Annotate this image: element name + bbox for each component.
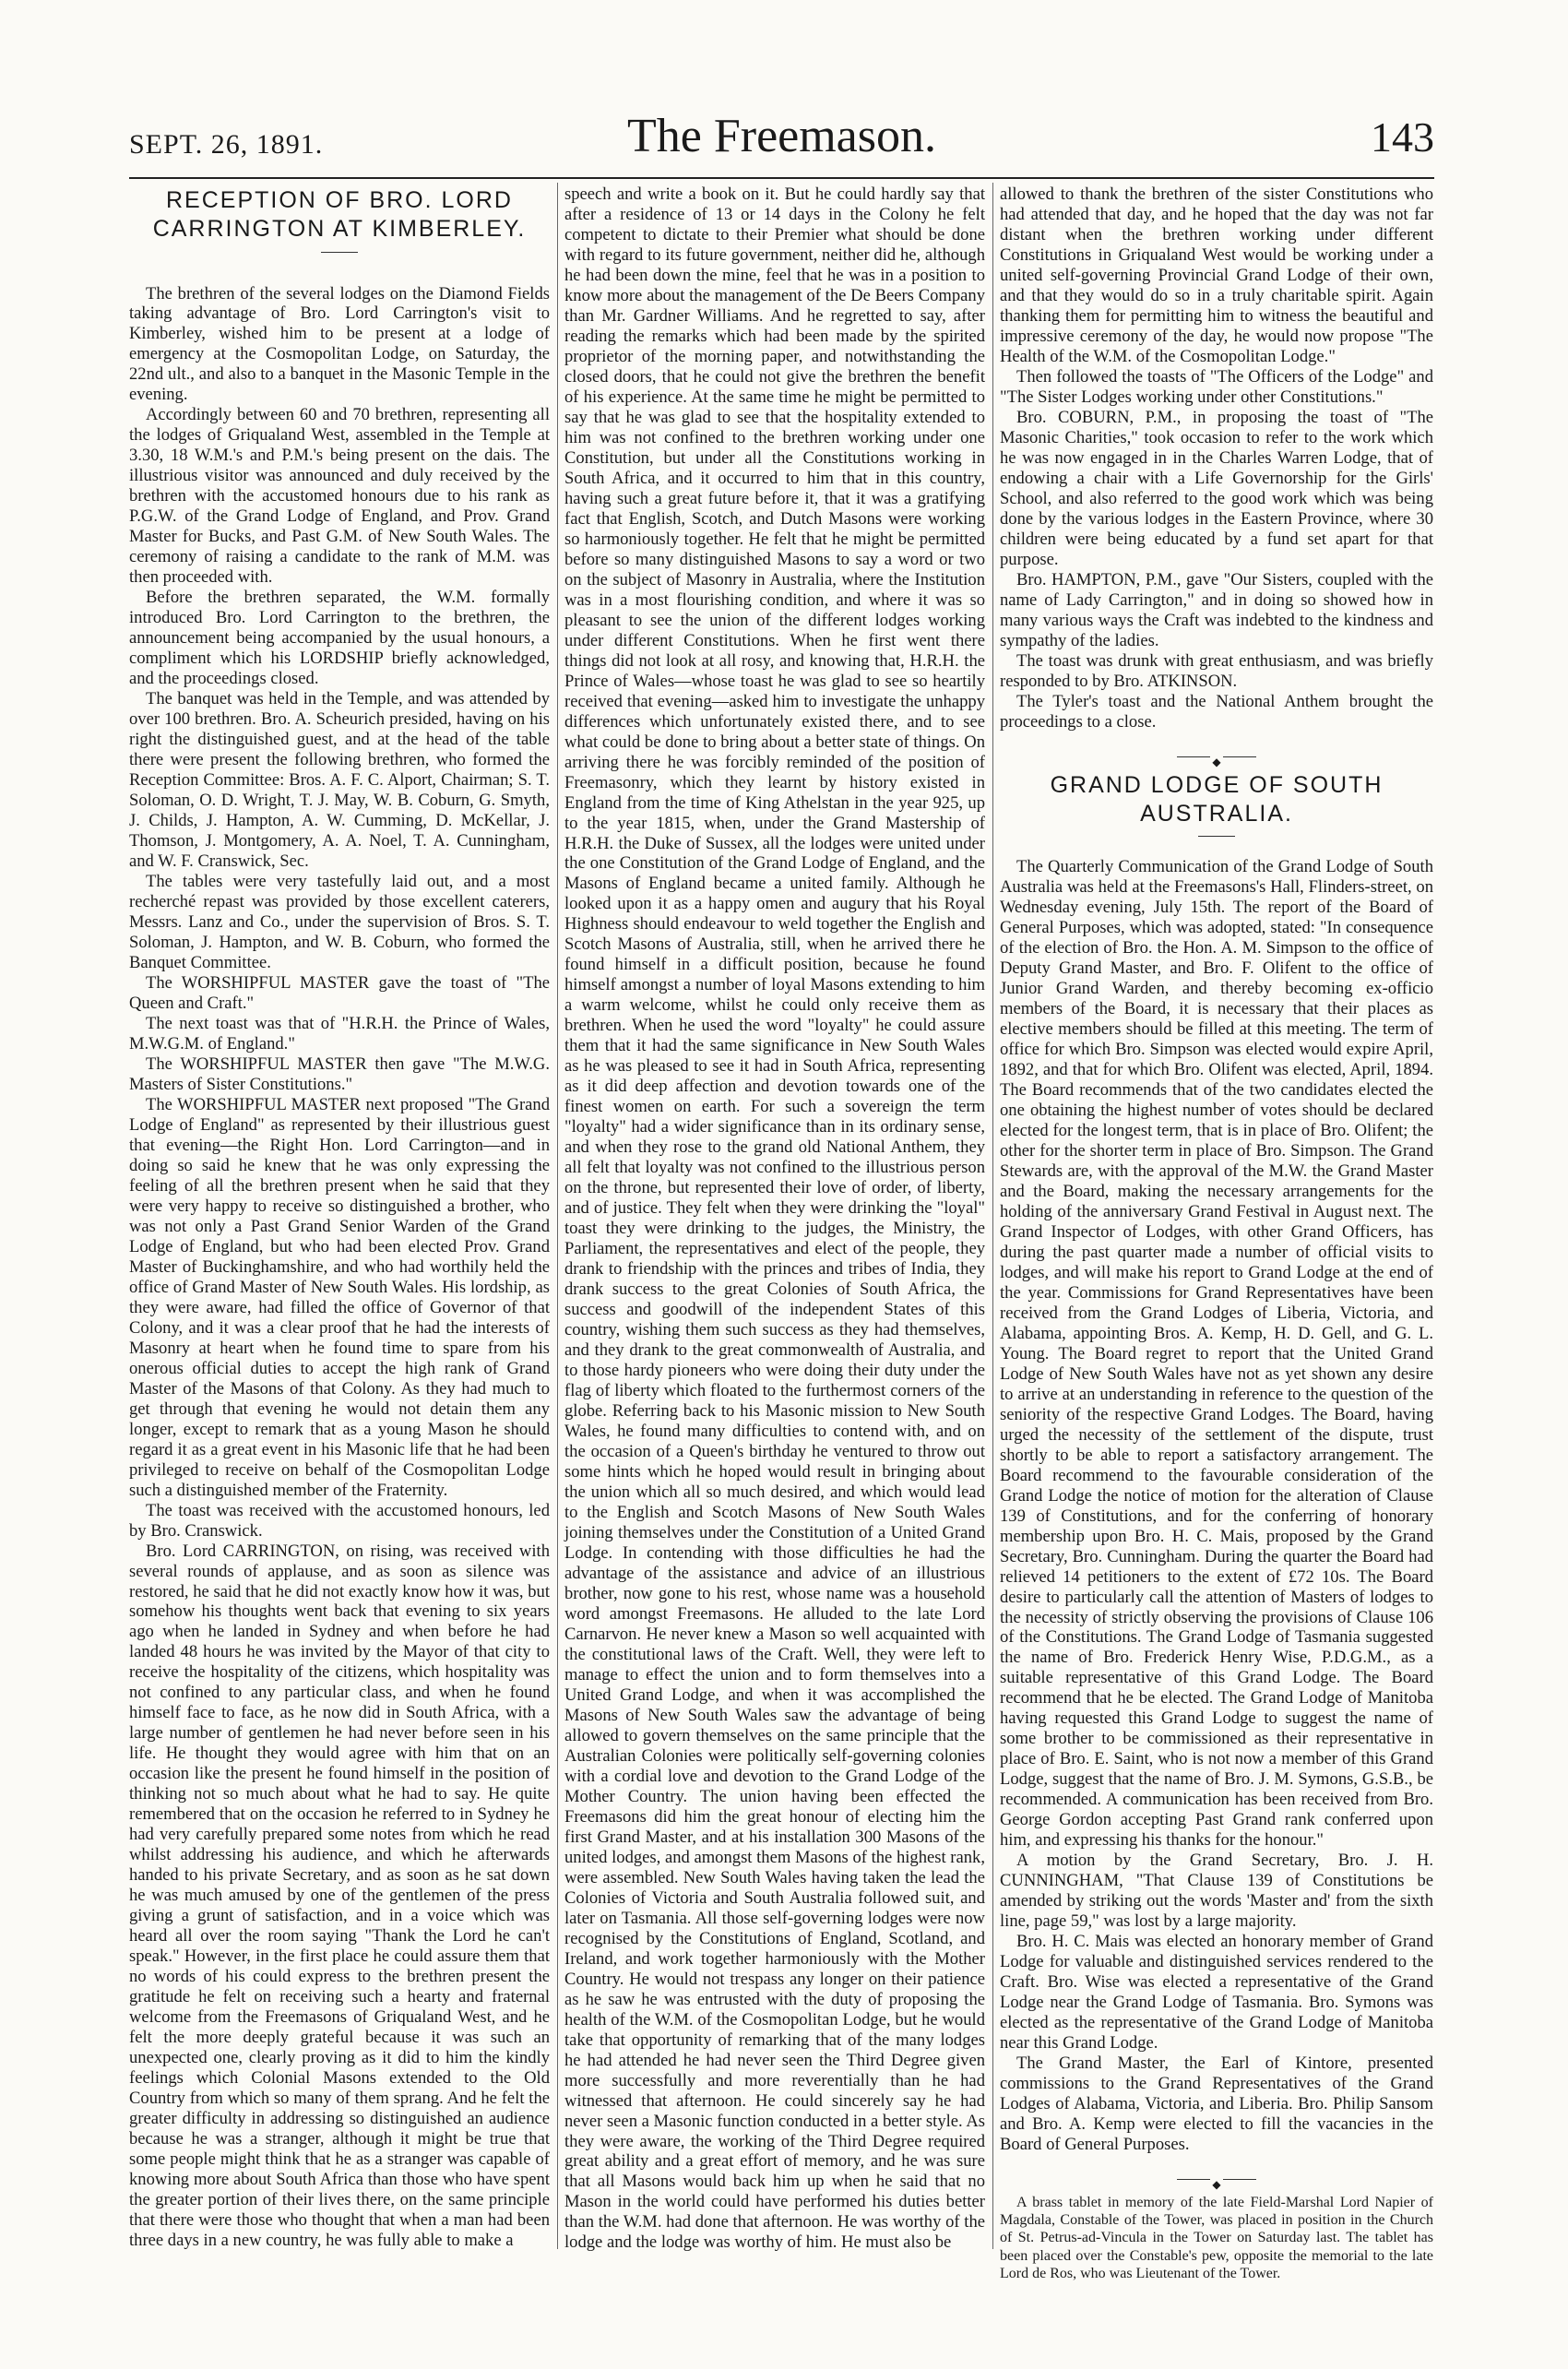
article-paragraph: Before the brethren separated, the W.M. formally introduced Bro. Lord Carrington to the brethren, the announcement being accompanied by the usual honours, a compliment which his LORDSHIP briefly acknowledged, and the proceedings closed. <box>129 588 550 689</box>
article-paragraph: The WORSHIPFUL MASTER gave the toast of "The Queen and Craft." <box>129 972 550 1013</box>
article-paragraph: Bro. H. C. Mais was elected an honorary member of Grand Lodge for valuable and distinguished services rendered to the Craft. Bro. Wise was elected a representative of the Grand Lodge near the Grand Lodge of Tasmania. Bro. Symons was elected as the representative of the Grand Lodge of Manitoba near this Grand Lodge. <box>1000 1932 1433 2054</box>
article-paragraph: The Tyler's toast and the National Anthem brought the proceedings to a close. <box>1000 691 1433 732</box>
column-divider <box>992 183 993 2249</box>
article-paragraph: Accordingly between 60 and 70 brethren, representing all the lodges of Griqualand West, assembled in the Temple at 3.30, 18 W.M.'s and P.M.'s being present on the dais. The illustrious visitor was announced and duly received by the brethren with the accustomed honours due to his rank as P.G.W. of the Grand Lodge of England, and Prov. Grand Master for Bucks, and Past G.M. of New South Wales. The ceremony of raising a candidate to the rank of M.M. was then proceeded with. <box>129 405 550 588</box>
article-paragraph-long: Bro. Lord CARRINGTON, on rising, was received with several rounds of applause, and as soon as silence was restored, he said that he did not exactly know how it was, but somehow his thoughts went back that evening to six years ago when he landed in Sydney and when before he had landed 48 hours he was invited by the Mayor of that city to receive the hospitality of the citizens, which hospitality was not confined to any particular class, and when he found himself face to face, as he now did in South Africa, with a large number of gentlemen he had never before seen in his life. He thought they would agree with him that on an occasion like the present he found himself in the position of thinking not so much about what he had to say. He quite remembered that on the occasion he referred to in Sydney he had very carefully prepared some notes from which he read whilst addressing his audience, and which he afterwards handed to his private Secretary, and as soon as he sat down he was much amused by one of the gentlemen of the press giving a grunt of satisfaction, and in a voice which was heard all over the room saying "Thank the Lord he can't speak." However, in the first place he could assure them that no words of his could express to the brethren present the gratitude he felt on receiving such a hearty and fraternal welcome from the Freemasons of Griqualand West, and he felt the more deeply grateful because it was such an unexpected one, clearly proving as it did to him the kindly feelings which Colonial Masons extended to the Old Country from which so many of them sprang. And he felt the greater difficulty in addressing so distinguished an audience because he was a stranger, although it might be true that some people might think that he as a stranger was capable of knowing more about South Africa than those who have spent the greater portion of their lives there, on the same principle that there were those who thought that when a man had been three days in a new country, he was fully able to make a <box>129 1541 550 2250</box>
issue-date: SEPT. 26, 1891. <box>129 129 324 160</box>
article-paragraph: The Grand Master, the Earl of Kintore, presented commissions to the Grand Representatives of the Grand Lodges of Alabama, Victoria, and Liberia. Bro. Philip Sansom and Bro. A. Kemp were elected to fill the vacancies in the Board of General Purposes. <box>1000 2054 1433 2155</box>
article-paragraph-continued: speech and write a book on it. But he could hardly say that after a residence of 13 or 14 days in the Colony he felt competent to dictate to their Premier what should be done with regard to its future government, neither did he, although he had been down the mine, feel that he was in a position to know more about the management of the De Beers Company than Mr. Gardner Williams. And he regretted to say, after reading the remarks which had been made by the spirited proprietor of the morning paper, and notwithstanding the closed doors, that he could not give the brethren the benefit of his experience. At the same time he might be permitted to say that he was glad to see that the hospitality extended to him was not confined to the brethren working under one Constitution, but under all the Constitutions working in South Africa, and it occurred to him that in this country, having such a great future before it, that it was a gratifying fact that English, Scotch, and Dutch Masons were working so harmoniously together. He felt that he might be permitted before so many distinguished Masons to say a word or two on the subject of Masonry in Australia, where the Institution was in a most flourishing condition, and where it was so pleasant to see the union of the different lodges working under different Constitutions. When he first went there things did not look at all rosy, and knowing that, H.R.H. the Prince of Wales—whose toast he was glad to see so heartily received that evening—asked him to investigate the unhappy differences which unfortunately existed there, and to see what could be done to bring about a better state of things. On arriving there he was forcibly reminded of the position of Freemasonry, which they learnt by history existed in England from the time of King Athelstan in the year 925, up to the year 1815, when, under the Grand Mastership of H.R.H. the Duke of Sussex, all the lodges were united under the one Constitution of the Grand Lodge of England, and the Masons of England became a united family. Although he looked upon it as a happy omen and augury that his Royal Highness should endeavour to weld together the English and Scotch Masons of Australia, still, when he arrived there he found himself in a difficult position, because he found himself amongst a number of loyal Masons extending to him a warm welcome, whilst he could only receive them as brethren. When he used the word "loyalty" he could assure them that it had the same significance in New South Wales as he was pleased to see it had in South Africa, representing as it did deep affection and devotion towards one of the finest women on earth. For such a sovereign the term "loyalty" had a wider significance than in its ordinary sense, and when they rose to the grand old National Anthem, they all felt that loyalty was not confined to the illustrious person on the throne, but represented their love of order, of liberty, and of justice. They felt when they were drinking the "loyal" toast they were drinking to the judges, the Ministry, the Parliament, the representatives and elect of the people, they drank to friendship with the princes and tribes of India, they drank success to the great Colonies of South Africa, the success and goodwill of the independent States of this country, wishing them such success as they had themselves, and they drank to the great commonwealth of Australia, and to those hardy pioneers who were doing their duty under the flag of liberty which floated to the furthermost corners of the globe. Referring back to his Masonic mission to New South Wales, he found many difficulties to contend with, and on the occasion of a Queen's birthday he ventured to throw out some hints which he hoped would result in bringing about the union which all so much desired, and which would lead to the English and Scotch Masons of New South Wales joining themselves under the Constitution of a United Grand Lodge. In contending with those difficulties he had the advantage of the assistance and advice of an illustrious brother, now gone to his rest, whose name was a household word amongst Freemasons. He alluded to the late Lord Carnarvon. He never knew a Mason so well acquainted with the constitutional laws of the Craft. Well, they were left to manage to effect the union and to form themselves into a United Grand Lodge, and when it was accomplished the Masons of New South Wales saw the advantage of being allowed to govern themselves on the same principle that the Australian Colonies were politically self-governing colonies with a cordial love and devotion to the Grand Lodge of the Mother Country. The union having been effected the Freemasons did him the great honour of electing him the first Grand Master, and at his installation 300 Masons of the united lodges, and amongst them Masons of the highest rank, were assembled. New South Wales having taken the lead the Colonies of Victoria and South Australia followed suit, and later on Tasmania. All those self-governing lodges were now recognised by the Constitutions of England, Scotland, and Ireland, and work together harmoniously with the Mother Country. He would not trespass any longer on their patience as he saw he was entrusted with the duty of proposing the health of the W.M. of the Cosmopolitan Lodge, but he would take that opportunity of remarking that of the many lodges he had attended he had never seen the Third Degree given more successfully and more reverentially than he had witnessed that afternoon. He could sincerely say he had never seen a Masonic function conducted in a better style. As they were aware, the working of the Third Degree required great ability and a great effort of memory, and he was sure that all Masons would back him up when he said that no Mason in the world could have performed his duties better than the W.M. had done that afternoon. He was worthy of the lodge and the lodge was worthy of him. He must also be <box>564 185 985 2253</box>
article-paragraph: The banquet was held in the Temple, and was attended by over 100 brethren. Bro. A. Scheurich presided, having on his right the distinguished guest, and at the head of the table there were present the following brethren, who formed the Reception Committee: Bros. A. F. C. Alport, Chairman; S. T. Soloman, O. D. Wright, T. J. May, W. B. Coburn, G. Smyth, J. Childs, J. Hampton, A. W. Cumming, D. McKellar, J. Thomson, J. Montgomery, A. A. Noel, T. A. Cunningham, and W. F. Cranswick, Sec. <box>129 689 550 872</box>
article-paragraph: The toast was received with the accustomed honours, led by Bro. Cranswick. <box>129 1500 550 1541</box>
masthead-rule <box>129 177 1434 179</box>
article-paragraph: Bro. COBURN, P.M., in proposing the toast of "The Masonic Charities," took occasion to refer to the work which he was now engaged in in the Charles Warren Lodge, that of endowing a chair with a Life Governorship for the Girls' School, and also referred to the good work which was being done by the various lodges in the Eastern Province, where 30 children were being educated by a fund set apart for that purpose. <box>1000 407 1433 569</box>
article-paragraph: The tables were very tastefully laid out, and a most recherché repast was provided by those excellent caterers, Messrs. Lanz and Co., under the supervision of Bros. S. T. Soloman, J. Hampton, and W. B. Coburn, who formed the Banquet Committee. <box>129 872 550 972</box>
news-note: A brass tablet in memory of the late Field-Marshal Lord Napier of Magdala, Constable of the Tower, was placed in position in the Church of St. Petrus-ad-Vincula in the Tower on Saturday last. The tablet has been placed over the Constable's pew, opposite the memorial to the late Lord de Ros, who was Lieutenant of the Tower. <box>1000 2195 1433 2281</box>
article-paragraph: The brethren of the several lodges on the Diamond Fields taking advantage of Bro. Lord Carrington's visit to Kimberley, wished him to be present at a lodge of emergency at the Cosmopolitan Lodge, on Saturday, the 22nd ult., and also to a banquet in the Masonic Temple in the evening. <box>129 283 550 405</box>
article-title-south-australia: GRAND LODGE OF SOUTH AUSTRALIA. <box>1050 771 1384 827</box>
column-divider <box>557 183 558 2249</box>
article-paragraph-continued: allowed to thank the brethren of the sister Constitutions who had attended that day, and he hoped that the day was not far distant when the brethren working under different Constitutions in Griqualand West would be working under a united self-governing Provincial Grand Lodge of their own, and that they would do so in a truly charitable spirit. Again thanking them for permitting him to witness the beautiful and impressive ceremony of the day, he would now propose "The Health of the W.M. of the Cosmopolitan Lodge." <box>1000 185 1433 366</box>
article-paragraph: The toast was drunk with great enthusiasm, and was briefly responded to by Bro. ATKINSON. <box>1000 650 1433 691</box>
column-1 <box>129 185 550 2256</box>
article-paragraph: A motion by the Grand Secretary, Bro. J. H. CUNNINGHAM, "That Clause 139 of Constitutions be amended by striking out the words 'Master and' from the sixth line, page 59," was lost by a large majority. <box>1000 1851 1433 1932</box>
column-2 <box>564 185 985 2256</box>
title-rule <box>321 252 358 253</box>
article-paragraph: The WORSHIPFUL MASTER then gave "The M.W.G. Masters of Sister Constitutions." <box>129 1054 550 1094</box>
column-3-flow-a <box>1000 185 1433 732</box>
masthead <box>129 109 1434 173</box>
article-paragraph: The next toast was that of "H.R.H. the Prince of Wales, M.W.G.M. of England." <box>129 1013 550 1054</box>
article-title-carrington: RECEPTION OF BRO. LORD CARRINGTON AT KIMBERLEY. <box>152 187 527 243</box>
diamond-ornament-icon: ◆ <box>1000 751 1433 762</box>
article-paragraph: Then followed the toasts of "The Officers of the Lodge" and "The Sister Lodges working under other Constitutions." <box>1000 366 1433 407</box>
column-3 <box>1000 185 1433 2281</box>
article-paragraph: The WORSHIPFUL MASTER next proposed "The Grand Lodge of England" as represented by their illustrious guest that evening—the Right Hon. Lord Carrington—and in doing so said he knew that he was only expressing the feeling of all the brethren present when he said that they were very happy to receive so distinguished a brother, who was not only a Past Grand Senior Warden of the Grand Lodge of England, but who had been elected Prov. Grand Master of Buckinghamshire, and who had worthily held the office of Grand Master of New South Wales. His lordship, as they were aware, had filled the office of Governor of that Colony, and it was a clear proof that he had the interests of Masonry at heart when he found time to spare from his onerous official duties to accept the high rank of Grand Master of the Masons of that Colony. As they had much to get through that evening he would not detain them any longer, except to remark that as a young Mason he should regard it as a great event in his Masonic life that he had been privileged to receive on behalf of the Cosmopolitan Lodge such a distinguished member of the Fraternity. <box>129 1094 550 1500</box>
page-number: 143 <box>1371 113 1434 161</box>
diamond-ornament-icon: ◆ <box>1000 2173 1433 2184</box>
title-rule <box>1198 836 1235 837</box>
newspaper-title: The Freemason. <box>626 110 936 162</box>
article-paragraph: The Quarterly Communication of the Grand Lodge of South Australia was held at the Freemasons's Hall, Flinders-street, on Wednesday evening, July 15th. The report of the Board of General Purposes, which was adopted, stated: "In consequence of the election of Bro. the Hon. A. M. Simpson to the office of Deputy Grand Master, and Bro. F. Olifent to the office of Junior Grand Warden, and thereby becoming ex-officio members of the Board, it is necessary that their places as elective members should be filled at this meeting. The term of office for which Bro. Simpson was elected would expire April, 1892, and that for which Bro. Olifent was elected, April, 1894. The Board recommends that of the two candidates elected the one obtaining the highest number of votes should be declared elected for the longest term, that is in place of Bro. Olifent; the other for the shorter term in place of Bro. Simpson. The Grand Stewards are, with the approval of the M.W. the Grand Master and the Board, making the necessary arrangements for the holding of the anniversary Grand Festival in August next. The Grand Inspector of Lodges, with other Grand Officers, has during the past quarter made a number of official visits to lodges, and will make his report to Grand Lodge at the end of the year. Commissions for Grand Representatives have been received from the Grand Lodges of Liberia, Victoria, and Alabama, appointing Bros. A. Kemp, H. D. Gell, and G. L. Young. The Board regret to report that the United Grand Lodge of New South Wales have not as yet shown any desire to arrive at an understanding in reference to the question of the seniority of the respective Grand Lodges. The Board, having urged the necessity of the settlement of the dispute, trust shortly to be able to report a satisfactory arrangement. The Board recommend to the favourable consideration of the Grand Lodge the notice of motion for the alteration of Clause 139 of Constitutions, and for the conferring of honorary membership upon Bro. H. C. Mais, proposed by the Grand Secretary, Bro. Cunningham. During the quarter the Board had relieved 14 petitioners to the extent of £72 10s. The Board desire to particularly call the attention of Masters of lodges to the necessity of strictly observing the provisions of Clause 106 of the Constitutions. The Grand Lodge of Tasmania suggested the name of Bro. Frederick Henry Wise, P.D.G.M., as a suitable representative of this Grand Lodge. The Board recommend that he be elected. The Grand Lodge of Manitoba having requested this Grand Lodge to suggest the name of some brother to be commissioned as their representative in place of Bro. E. Saint, who is not now a member of this Grand Lodge, suggest that the name of Bro. J. M. Symons, G.S.B., be recommended. A communication has been received from Bro. George Gordon accepting Past Grand rank conferred upon him, and expressing his thanks for the honour." <box>1000 857 1433 1851</box>
article-paragraph: Bro. HAMPTON, P.M., gave "Our Sisters, coupled with the name of Lady Carrington," and in doing so showed how in many various ways the Craft was indebted to the kindness and sympathy of the ladies. <box>1000 569 1433 650</box>
